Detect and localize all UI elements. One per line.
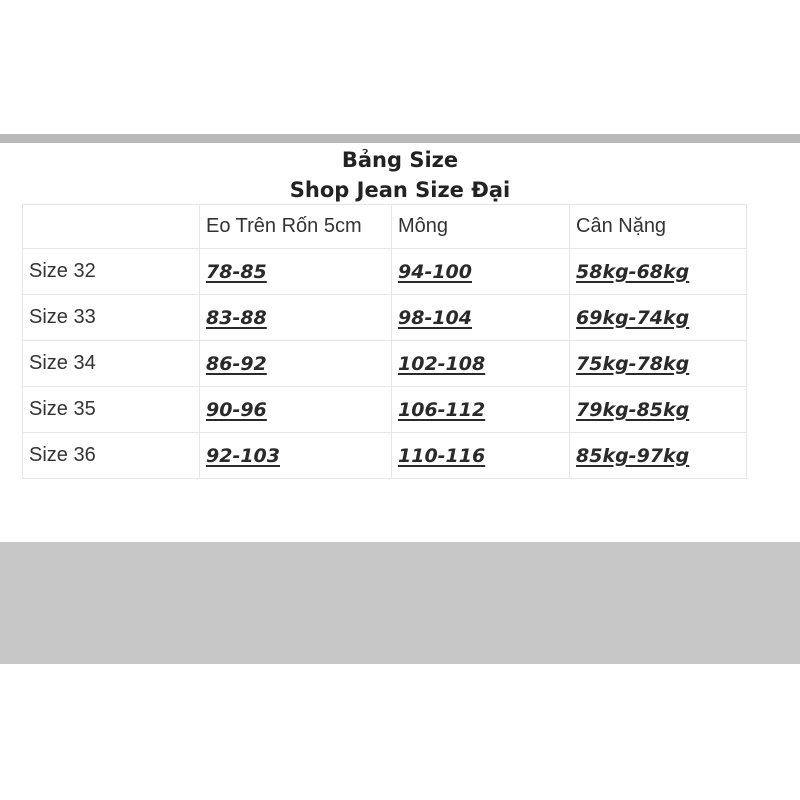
weight-value: 79kg-85kg <box>570 387 747 433</box>
hip-value: 98-104 <box>392 295 570 341</box>
table-row <box>23 249 747 295</box>
size-label: Size 36 <box>23 433 200 479</box>
weight-value: 58kg-68kg <box>570 249 747 295</box>
table-row <box>23 433 747 479</box>
hip-value: 106-112 <box>392 387 570 433</box>
table-row <box>23 387 747 433</box>
top-divider-band <box>0 134 800 143</box>
header-cell-empty <box>23 205 200 249</box>
weight-value: 75kg-78kg <box>570 341 747 387</box>
waist-value: 90-96 <box>200 387 392 433</box>
bottom-gray-band <box>0 542 800 664</box>
header-cell-weight: Cân Nặng <box>570 205 747 249</box>
title-block <box>0 145 800 205</box>
table-header-row <box>23 205 747 249</box>
size-label: Size 35 <box>23 387 200 433</box>
table-row <box>23 295 747 341</box>
weight-value: 69kg-74kg <box>570 295 747 341</box>
page-title: Bảng Size <box>341 148 459 172</box>
hip-value: 102-108 <box>392 341 570 387</box>
size-label: Size 32 <box>23 249 200 295</box>
waist-value: 92-103 <box>200 433 392 479</box>
hip-value: 110-116 <box>392 433 570 479</box>
waist-value: 83-88 <box>200 295 392 341</box>
header-cell-hip: Mông <box>392 205 570 249</box>
size-chart-table <box>22 204 747 479</box>
page-subtitle: Shop Jean Size Đại <box>289 178 511 202</box>
size-label: Size 34 <box>23 341 200 387</box>
size-label: Size 33 <box>23 295 200 341</box>
table-row <box>23 341 747 387</box>
hip-value: 94-100 <box>392 249 570 295</box>
waist-value: 86-92 <box>200 341 392 387</box>
waist-value: 78-85 <box>200 249 392 295</box>
weight-value: 85kg-97kg <box>570 433 747 479</box>
header-cell-waist: Eo Trên Rốn 5cm <box>200 205 392 249</box>
